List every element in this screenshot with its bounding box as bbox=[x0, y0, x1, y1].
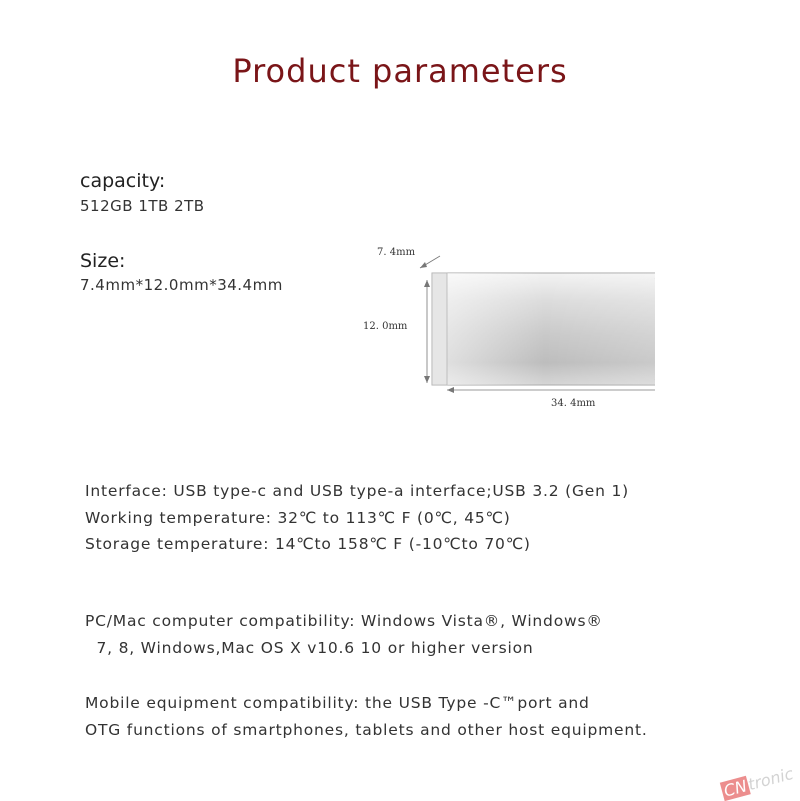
specs-block bbox=[85, 478, 629, 558]
watermark-logo: CNtronic bbox=[721, 763, 796, 801]
pc-compat-line: 7, 8, Windows,Mac OS X v10.6 10 or higher version bbox=[85, 638, 534, 657]
working-temperature-spec: Working temperature: 32℃ to 113℃ F (0℃, 45℃) bbox=[85, 508, 511, 527]
capacity-value: 512GB 1TB 2TB bbox=[80, 197, 205, 215]
capacity-label: capacity: bbox=[80, 170, 166, 192]
height-dimension-label: 12. 0mm bbox=[363, 321, 408, 332]
length-dimension-label: 34. 4mm bbox=[551, 398, 596, 409]
width-dimension-label: 7. 4mm bbox=[377, 247, 416, 258]
interface-spec: Interface: USB type-c and USB type-a interface;USB 3.2 (Gen 1) bbox=[85, 482, 629, 500]
pc-compatibility-block bbox=[85, 608, 603, 661]
pc-compat-line: PC/Mac computer compatibility: Windows Vista®, Windows® bbox=[85, 612, 603, 630]
mobile-compat-line: OTG functions of smartphones, tablets and other host equipment. bbox=[85, 720, 648, 739]
storage-temperature-spec: Storage temperature: 14℃to 158℃ F (-10℃to 70℃) bbox=[85, 535, 531, 553]
mobile-compat-line: Mobile equipment compatibility: the USB Type -C™port and bbox=[85, 694, 590, 712]
mobile-compatibility-block bbox=[85, 690, 648, 743]
size-value: 7.4mm*12.0mm*34.4mm bbox=[80, 276, 283, 294]
size-label: Size: bbox=[80, 250, 126, 272]
page-title: Product parameters bbox=[232, 52, 568, 90]
